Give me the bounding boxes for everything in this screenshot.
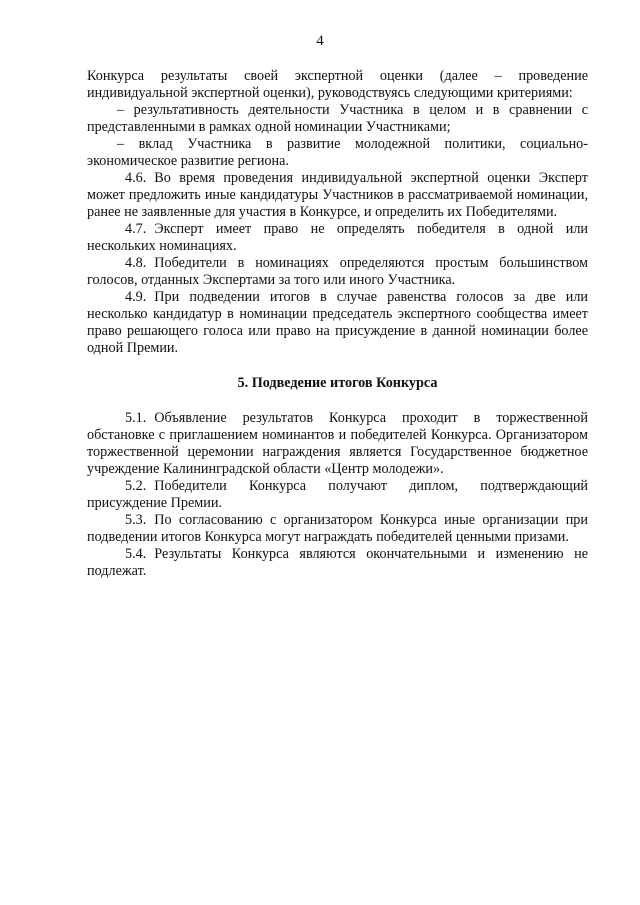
clause-number: 5.2. (125, 478, 147, 494)
section-5-heading: 5. Подведение итогов Конкурса (237, 375, 438, 391)
clause-number: 4.8. (125, 255, 147, 271)
clause-text: Результаты Конкурса являются окончательными и изменению не подлежат. (87, 546, 588, 579)
clause-5-2 (87, 478, 588, 512)
clause-5-3 (87, 512, 588, 546)
page-number: 4 (316, 33, 324, 49)
criterion-1: – результативность деятельности Участника в целом и в сравнении с представленными в рамках одной номинации Участниками; (87, 102, 588, 135)
clause-5-4 (87, 546, 588, 580)
clause-text: Во время проведения индивидуальной экспертной оценки Эксперт может предложить иные кандидатуры Участников в рассматриваемой номинации, ранее не заявленные для участия в Конкурсе, и определить их Победителями. (87, 170, 588, 220)
clause-number: 4.6. (125, 170, 147, 186)
clause-text: По согласованию с организатором Конкурса иные организации при подведении итогов Конкурса могут награждать победителей ценными призами. (87, 512, 588, 545)
clause-text: Эксперт имеет право не определять победителя в одной или нескольких номинациях. (87, 221, 588, 254)
clause-number: 5.1. (125, 410, 147, 426)
clause-text: Объявление результатов Конкурса проходит в торжественной обстановке с приглашением номинантов и победителей Конкурса. Организатором торжественной церемонии награждения является Государственное бюджетное учреждение Калининградской области «Центр молодежи». (87, 410, 588, 477)
clause-4-7 (87, 221, 588, 255)
clause-5-1 (87, 410, 588, 478)
clause-number: 4.7. (125, 221, 147, 237)
clause-4-6 (87, 170, 588, 221)
criterion-2: – вклад Участника в развитие молодежной политики, социально-экономическое развитие региона. (87, 136, 588, 169)
clause-text: Победители в номинациях определяются простым большинством голосов, отданных Экспертами за того или иного Участника. (87, 255, 588, 288)
clause-4-9 (87, 289, 588, 357)
clause-text: Победители Конкурса получают диплом, подтверждающий присуждение Премии. (87, 478, 588, 511)
clause-number: 5.3. (125, 512, 147, 528)
intro-paragraph: Конкурса результаты своей экспертной оценки (далее – проведение индивидуальной экспертной оценки), руководствуясь следующими критериями: (87, 68, 588, 101)
document-body (87, 68, 588, 580)
clause-text: При подведении итогов в случае равенства голосов за две или несколько кандидатур в номинации председатель экспертного сообщества имеет право решающего голоса или право на присуждение в данной номинации более одной Премии. (87, 289, 588, 356)
clause-4-8 (87, 255, 588, 289)
clause-number: 4.9. (125, 289, 147, 305)
clause-number: 5.4. (125, 546, 147, 562)
